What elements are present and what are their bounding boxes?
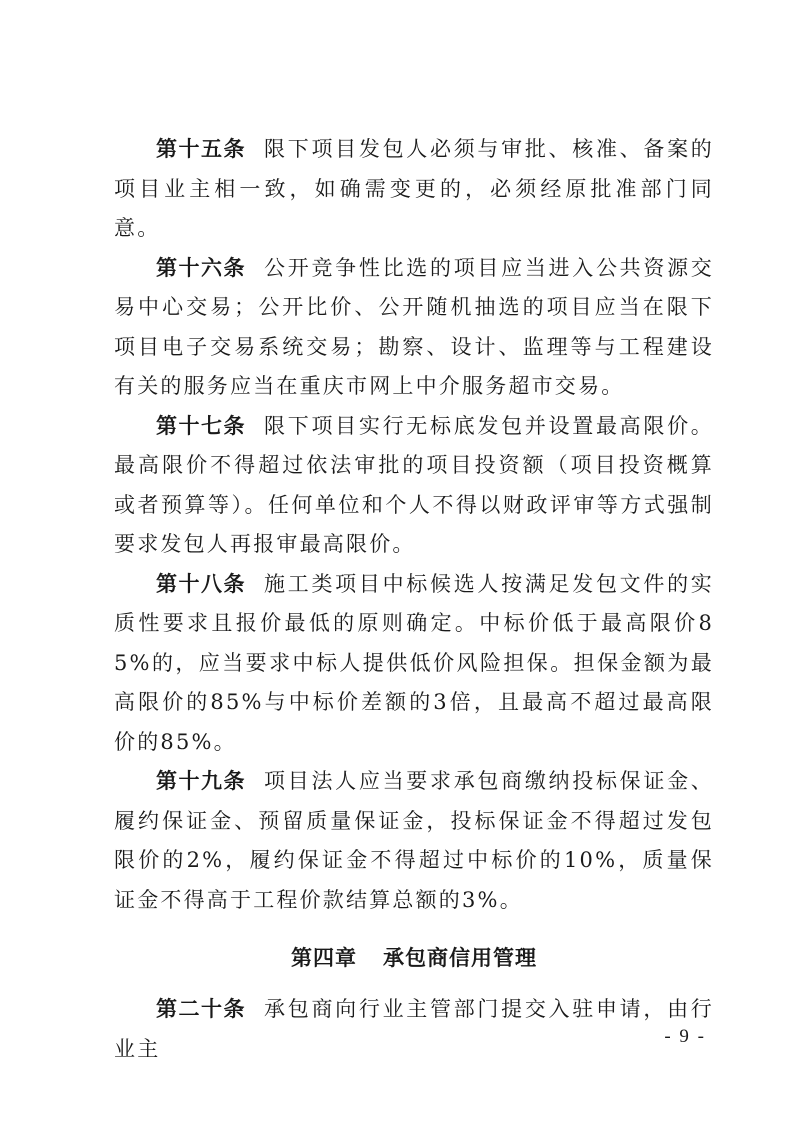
chapter-heading [114,942,714,972]
chapter-number: 第四章 [291,946,357,970]
article-text: 公开竞争性比选的项目应当进入公共资源交易中心交易；公开比价、公开随机抽选的项目应当在限下项目电子交易系统交易；勘察、设计、监理等与工程建设有关的服务应当在重庆市网上中介服务超市交易。 [114,255,714,398]
article-17 [114,407,714,565]
article-text: 施工类项目中标候选人按满足发包文件的实质性要求且报价最低的原则确定。中标价低于最高限价85%的，应当要求中标人提供低价风险担保。担保金额为最高限价的85%与中标价差额的3倍，且最高不超过最高限价的85%。 [114,571,714,754]
article-text: 项目法人应当要求承包商缴纳投标保证金、履约保证金、预留质量保证金，投标保证金不得超过发包限价的2%，履约保证金不得超过中标价的10%，质量保证金不得高于工程价款结算总额的3%。 [114,769,714,912]
document-body [114,130,714,1069]
article-19 [114,762,714,920]
article-number: 第十七条 [156,413,247,438]
article-number: 第十八条 [156,571,247,596]
chapter-title: 承包商信用管理 [383,946,537,970]
article-15 [114,130,714,249]
article-text: 限下项目发包人必须与审批、核准、备案的项目业主相一致，如确需变更的，必须经原批准部门同意。 [114,137,714,240]
article-number: 第十九条 [156,769,247,793]
article-number: 第十五条 [156,137,247,161]
article-20 [114,990,714,1069]
article-number: 第二十条 [156,997,247,1021]
article-text: 限下项目实行无标底发包并设置最高限价。最高限价不得超过依法审批的项目投资额（项目投资概算或者预算等）。任何单位和个人不得以财政评审等方式强制要求发包人再报审最高限价。 [114,413,714,556]
article-text: 承包商向行业主管部门提交入驻申请，由行业主 [114,997,714,1061]
page-number: - 9 - [664,1026,706,1047]
article-18 [114,565,714,763]
article-number: 第十六条 [156,255,247,280]
article-16 [114,249,714,407]
